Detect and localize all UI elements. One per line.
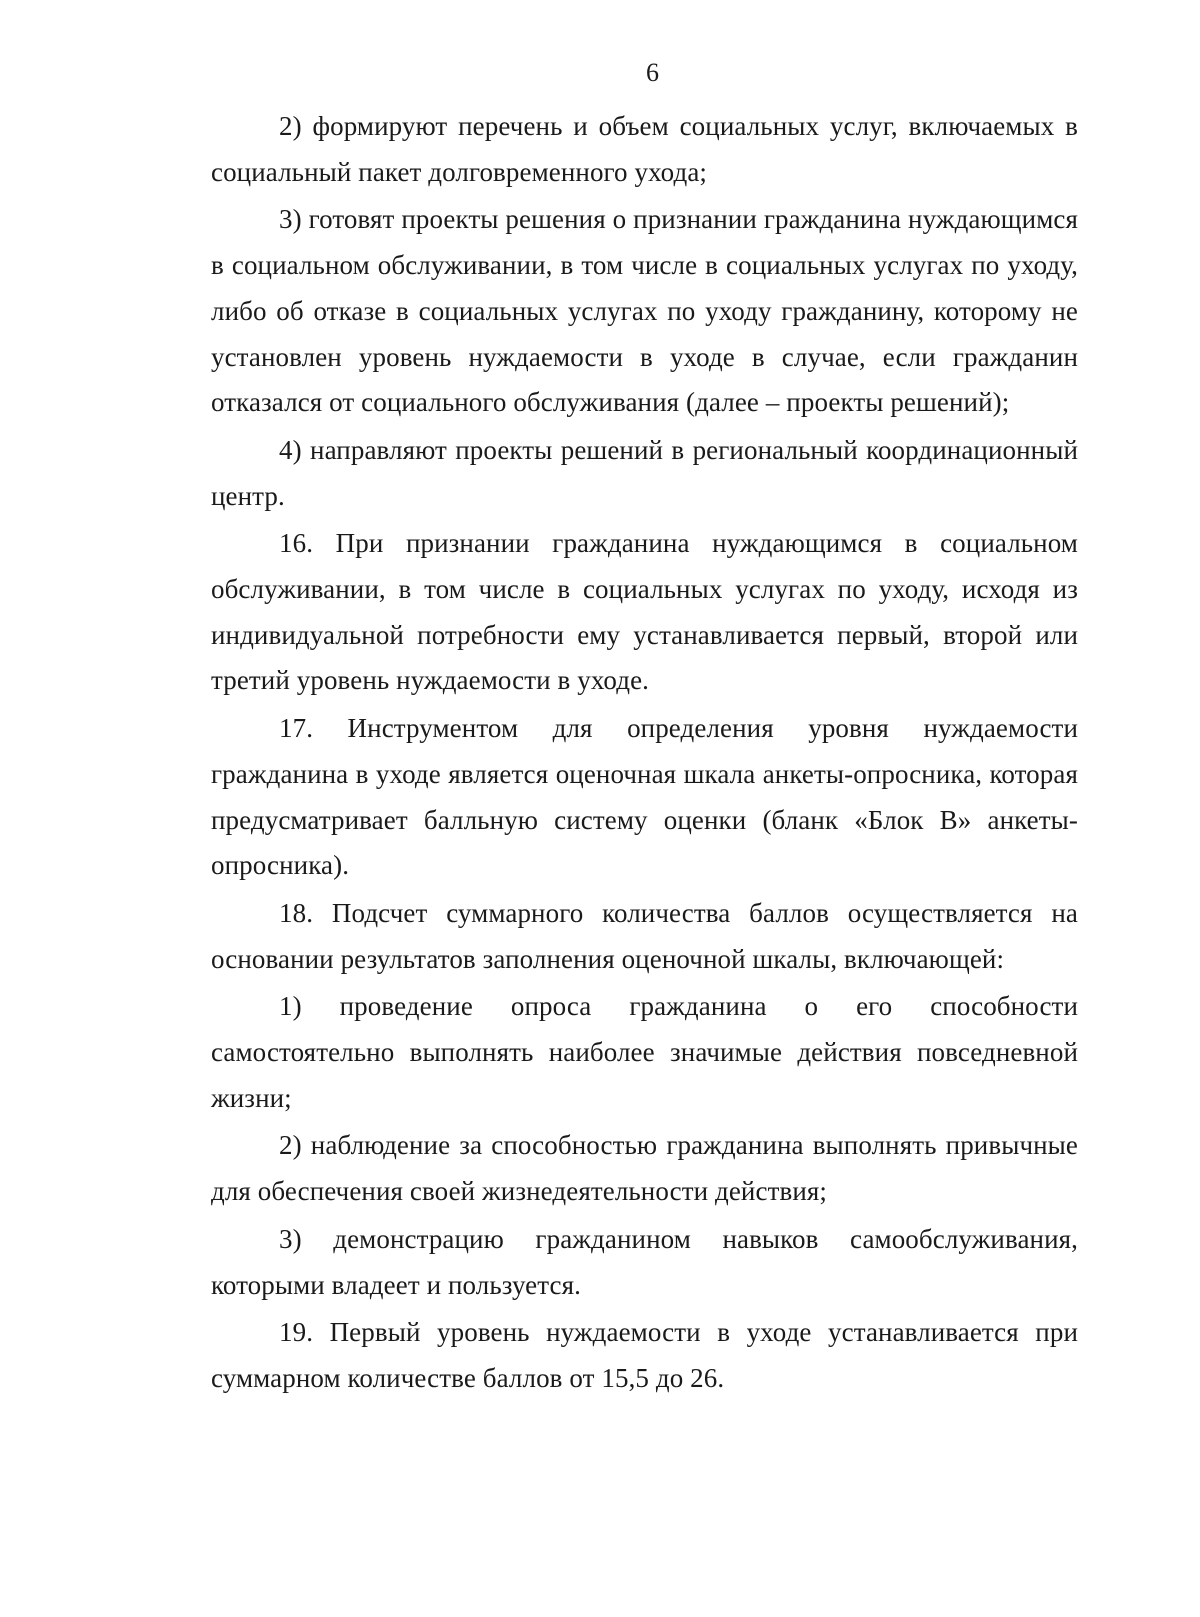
page-number: 6	[646, 58, 659, 87]
paragraph-clause-18-item-1: 1) проведение опроса гражданина о его способности самостоятельно выполнять наиболее значимые действия повседневной жизни;	[211, 991, 1078, 1113]
paragraph-clause-16: 16. При признании гражданина нуждающимся в социальном обслуживании, в том числе в социальных услугах по уходу, исходя из индивидуальной потребности ему устанавливается первый, второй или третий уровень нуждаемости в уходе.	[211, 528, 1078, 696]
paragraph-clause-19: 19. Первый уровень нуждаемости в уходе устанавливается при суммарном количестве баллов от 15,5 до 26.	[211, 1317, 1078, 1393]
paragraph-clause-17: 17. Инструментом для определения уровня нуждаемости гражданина в уходе является оценочная шкала анкеты-опросника, которая предусматривает балльную систему оценки (бланк «Блок В» анкеты-опросника).	[211, 713, 1078, 881]
paragraph-item-3: 3) готовят проекты решения о признании гражданина нуждающимся в социальном обслуживании, в том числе в социальных услугах по уходу, либо об отказе в социальных услугах по уходу гражданину, которому не установлен уровень нуждаемости в уходе в случае, если гражданин отказался от социального обслуживания (далее – проекты решений);	[211, 204, 1078, 418]
paragraph-item-4: 4) направляют проекты решений в региональный координационный центр.	[211, 434, 1078, 511]
paragraph-item-2: 2) формируют перечень и объем социальных услуг, включаемых в социальный пакет долговременного ухода;	[211, 111, 1078, 187]
paragraph-clause-18: 18. Подсчет суммарного количества баллов осуществляется на основании результатов заполнения оценочной шкалы, включающей:	[211, 897, 1078, 974]
paragraph-clause-18-item-2: 2) наблюдение за способностью гражданина выполнять привычные для обеспечения своей жизнедеятельности действия;	[211, 1130, 1078, 1207]
paragraph-clause-18-item-3: 3) демонстрацию гражданином навыков самообслуживания, которыми владеет и пользуется.	[211, 1223, 1078, 1300]
